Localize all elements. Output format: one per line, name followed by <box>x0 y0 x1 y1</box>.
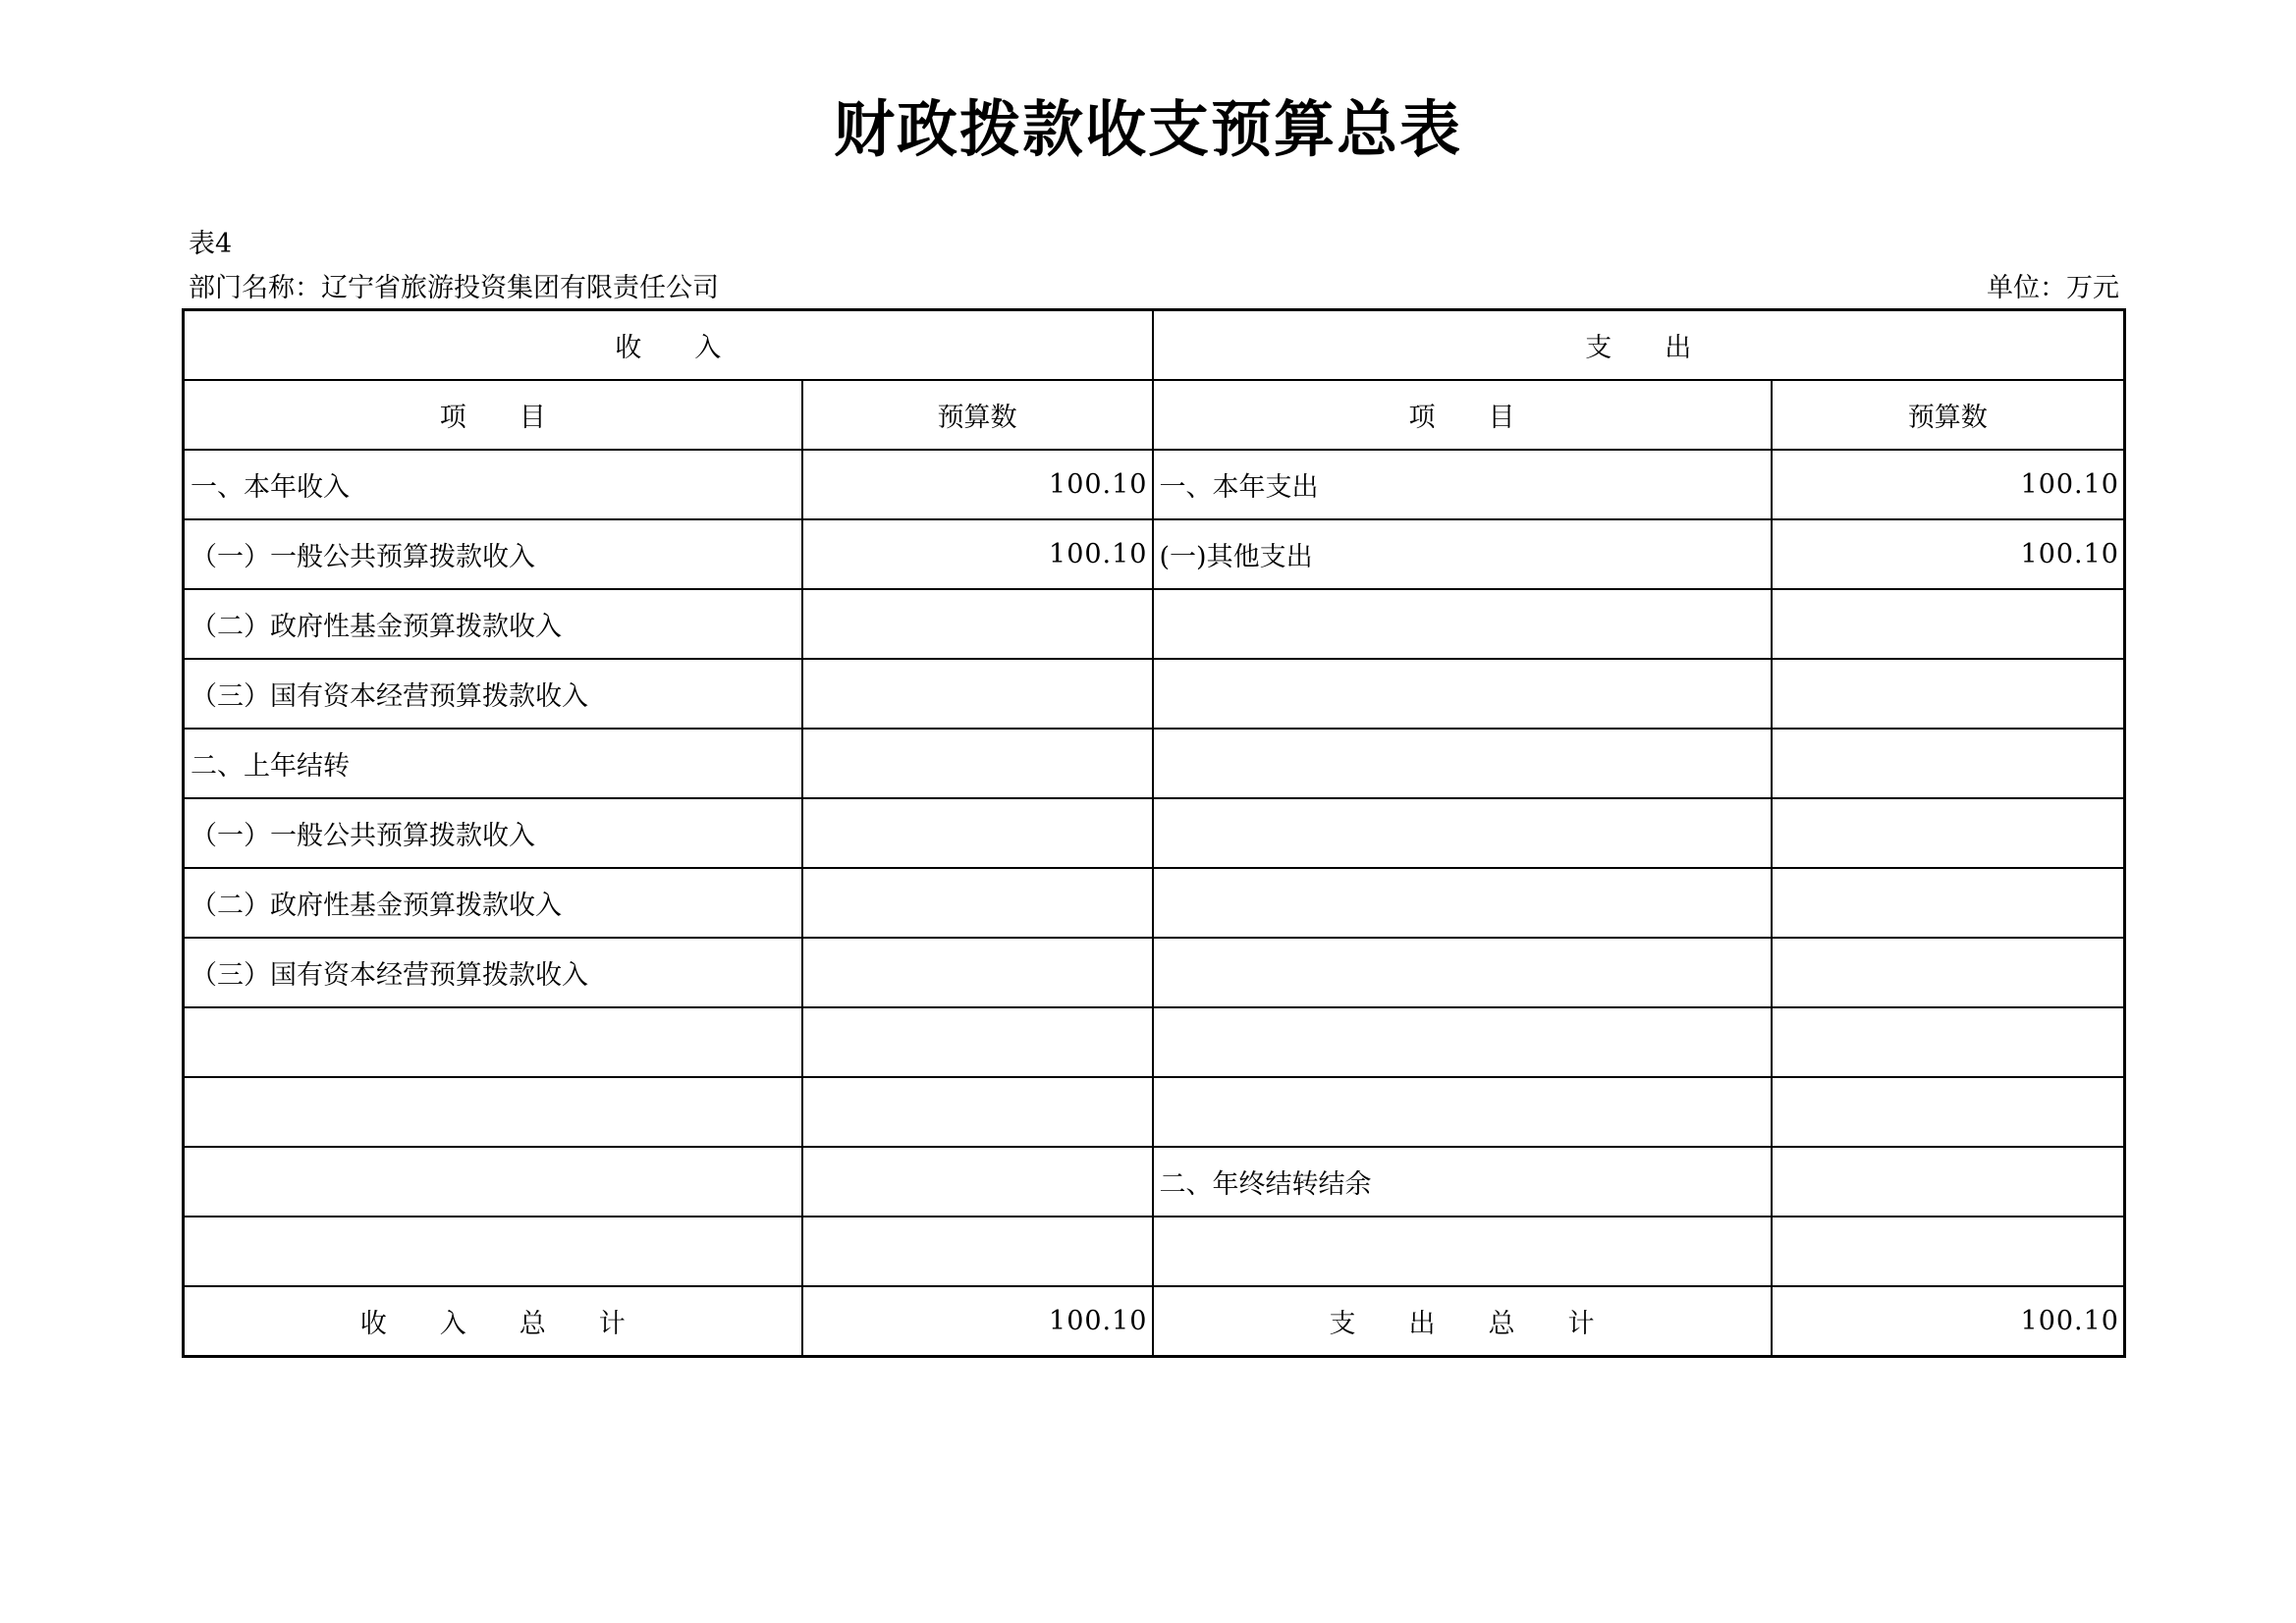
department-name: 部门名称：辽宁省旅游投资集团有限责任公司 <box>189 273 719 303</box>
income-amount-cell <box>802 938 1153 1007</box>
budget-table <box>182 308 2126 1358</box>
income-amount-cell: 100.10 <box>802 519 1153 589</box>
expense-item-cell: (一)其他支出 <box>1153 519 1772 589</box>
expense-amount-cell <box>1772 1147 2125 1217</box>
income-amount-cell <box>802 659 1153 729</box>
income-item-cell: 二、上年结转 <box>184 729 802 798</box>
income-amount-cell <box>802 868 1153 938</box>
table-row <box>184 1077 2125 1147</box>
section-header-row <box>184 310 2125 381</box>
expense-item-cell <box>1153 868 1772 938</box>
income-amount-cell: 100.10 <box>802 450 1153 519</box>
income-amount-cell <box>802 1217 1153 1286</box>
expense-item-cell <box>1153 1007 1772 1077</box>
income-item-cell: （三）国有资本经营预算拨款收入 <box>184 659 802 729</box>
income-amount-cell <box>802 729 1153 798</box>
income-item-cell: （二）政府性基金预算拨款收入 <box>184 868 802 938</box>
expense-amount-cell <box>1772 589 2125 659</box>
expense-item-cell <box>1153 798 1772 868</box>
expense-amount-cell <box>1772 659 2125 729</box>
table-row <box>184 519 2125 589</box>
expense-amount-cell <box>1772 938 2125 1007</box>
expense-item-cell <box>1153 729 1772 798</box>
expense-item-header: 项 目 <box>1153 380 1772 450</box>
table-row <box>184 659 2125 729</box>
table-row <box>184 938 2125 1007</box>
income-item-cell <box>184 1007 802 1077</box>
expense-item-cell <box>1153 589 1772 659</box>
column-header-row <box>184 380 2125 450</box>
expense-item-cell <box>1153 659 1772 729</box>
income-item-cell: （一）一般公共预算拨款收入 <box>184 798 802 868</box>
expense-total-label: 支 出 总 计 <box>1153 1286 1772 1357</box>
expense-amount-cell <box>1772 1077 2125 1147</box>
income-amount-cell <box>802 798 1153 868</box>
expense-amount-cell <box>1772 868 2125 938</box>
income-total-label: 收 入 总 计 <box>184 1286 802 1357</box>
expense-total-amount: 100.10 <box>1772 1286 2125 1357</box>
income-amount-cell <box>802 1007 1153 1077</box>
income-item-header: 项 目 <box>184 380 802 450</box>
table-number: 表4 <box>189 229 233 259</box>
income-item-cell <box>184 1217 802 1286</box>
income-header: 收 入 <box>184 310 1153 381</box>
income-amount-cell <box>802 1147 1153 1217</box>
table-row <box>184 450 2125 519</box>
income-budget-header: 预算数 <box>802 380 1153 450</box>
table-row <box>184 798 2125 868</box>
table-row <box>184 729 2125 798</box>
expense-item-cell <box>1153 938 1772 1007</box>
expense-amount-cell <box>1772 1007 2125 1077</box>
table-row <box>184 589 2125 659</box>
income-item-cell <box>184 1077 802 1147</box>
expense-amount-cell <box>1772 1217 2125 1286</box>
expense-amount-cell <box>1772 798 2125 868</box>
expense-item-cell <box>1153 1077 1772 1147</box>
table-row <box>184 1007 2125 1077</box>
expense-amount-cell: 100.10 <box>1772 450 2125 519</box>
income-amount-cell <box>802 589 1153 659</box>
expense-amount-cell: 100.10 <box>1772 519 2125 589</box>
expense-item-cell: 一、本年支出 <box>1153 450 1772 519</box>
expense-header: 支 出 <box>1153 310 2125 381</box>
income-total-amount: 100.10 <box>802 1286 1153 1357</box>
unit-label: 单位：万元 <box>1987 273 2119 303</box>
expense-item-cell <box>1153 1217 1772 1286</box>
expense-amount-cell <box>1772 729 2125 798</box>
income-item-cell: （二）政府性基金预算拨款收入 <box>184 589 802 659</box>
table-row <box>184 868 2125 938</box>
income-item-cell: （三）国有资本经营预算拨款收入 <box>184 938 802 1007</box>
income-item-cell: （一）一般公共预算拨款收入 <box>184 519 802 589</box>
table-row <box>184 1217 2125 1286</box>
expense-budget-header: 预算数 <box>1772 380 2125 450</box>
income-amount-cell <box>802 1077 1153 1147</box>
expense-item-cell: 二、年终结转结余 <box>1153 1147 1772 1217</box>
income-item-cell <box>184 1147 802 1217</box>
total-row <box>184 1286 2125 1357</box>
page-title: 财政拨款收支预算总表 <box>833 93 1462 165</box>
income-item-cell: 一、本年收入 <box>184 450 802 519</box>
table-row <box>184 1147 2125 1217</box>
